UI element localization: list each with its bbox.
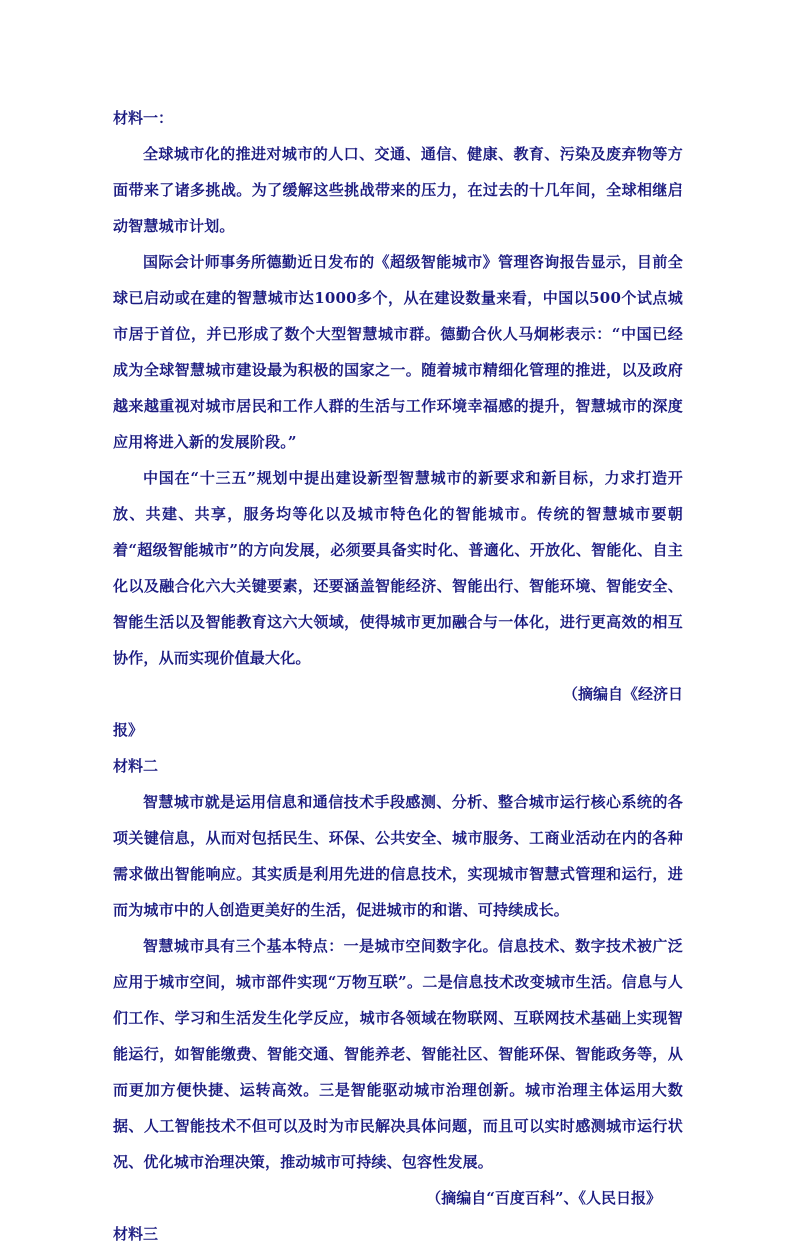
material-1-source-line-2: 报》	[113, 721, 144, 739]
material-2-source: （摘编自“百度百科”、《人民日报》	[426, 1189, 661, 1207]
material-1-paragraph-2: 国际会计师事务所德勤近日发布的《超级智能城市》管理咨询报告显示，目前全球已启动或在建的智慧城市达1000多个，从在建设数量来看，中国以500个试点城市居于首位，并已形成了数个大型智慧城市群。德勤合伙人马炯彬表示：“中国已经成为全球智慧城市建设最为积极的国家之一。随着城市精细化管理的推进，以及政府越来越重视对城市居民和工作人群的生活与工作环境幸福感的提升，智慧城市的深度应用将进入新的发展阶段。”	[113, 253, 683, 451]
document-page	[113, 100, 683, 1252]
material-1-heading: 材料一：	[113, 109, 174, 127]
material-1-paragraph-3: 中国在“十三五”规划中提出建设新型智慧城市的新要求和新目标，力求打造开放、共建、共享，服务均等化以及城市特色化的智能城市。传统的智慧城市要朝着“超级智能城市”的方向发展，必须要具备实时化、普適化、开放化、智能化、自主化以及融合化六大关键要素，还要涵盖智能经济、智能出行、智能环境、智能安全、智能生活以及智能教育这六大领域，使得城市更加融合与一体化，进行更高效的相互协作，从而实现价值最大化。	[113, 469, 683, 667]
material-2-paragraph-2: 智慧城市具有三个基本特点：一是城市空间数字化。信息技术、数字技术被广泛应用于城市空间，城市部件实现“万物互联”。二是信息技术改变城市生活。信息与人们工作、学习和生活发生化学反应，城市各领域在物联网、互联网技术基础上实现智能运行，如智能缴费、智能交通、智能养老、智能社区、智能环保、智能政务等，从而更加方便快捷、运转高效。三是智能驱动城市治理创新。城市治理主体运用大数据、人工智能技术不但可以及时为市民解决具体问题，而且可以实时感测城市运行状况、优化城市治理决策，推动城市可持续、包容性发展。	[113, 937, 683, 1171]
material-1-source-line-1: （摘编自《经济日	[562, 685, 683, 703]
material-2-paragraph-1: 智慧城市就是运用信息和通信技术手段感测、分析、整合城市运行核心系统的各项关键信息，从而对包括民生、环保、公共安全、城市服务、工商业活动在内的各种需求做出智能响应。其实质是利用先进的信息技术，实现城市智慧式管理和运行，进而为城市中的人创造更美好的生活，促进城市的和谐、可持续成长。	[113, 793, 683, 919]
material-2-heading: 材料二	[113, 757, 159, 775]
material-3-heading: 材料三	[113, 1225, 159, 1243]
material-1-paragraph-1: 全球城市化的推进对城市的人口、交通、通信、健康、教育、污染及废弃物等方面带来了诸多挑战。为了缓解这些挑战带来的压力，在过去的十几年间，全球相继启动智慧城市计划。	[113, 145, 683, 235]
